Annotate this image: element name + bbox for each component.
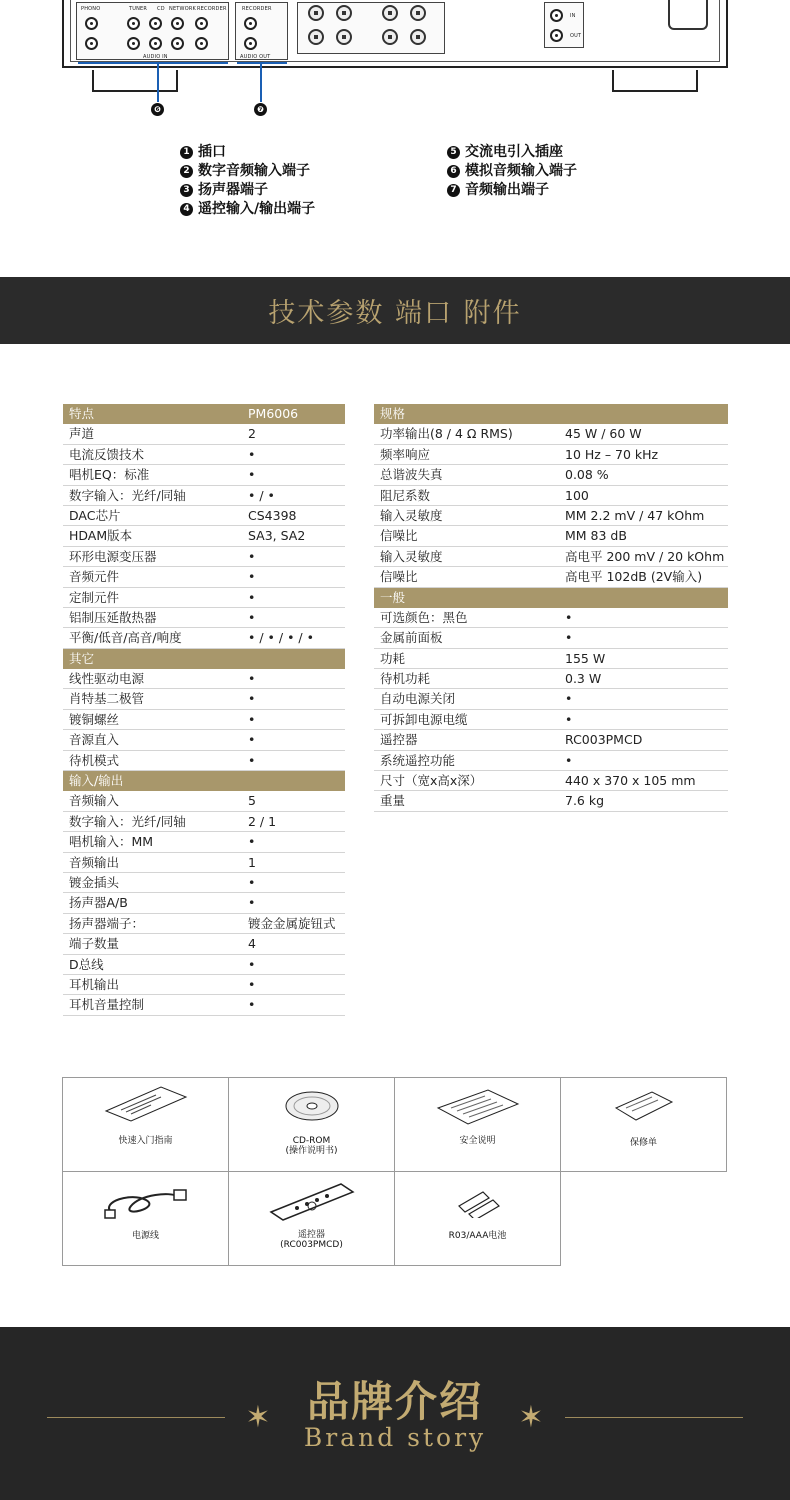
spec-key: 音频元件 <box>69 569 120 585</box>
speaker-terminal <box>336 5 352 21</box>
spec-key: 特点 <box>69 406 95 421</box>
legend-item <box>447 143 577 162</box>
spec-key: 输入灵敏度 <box>380 507 443 523</box>
phono-jack-r <box>85 37 98 50</box>
spec-key: 镀铜螺丝 <box>69 711 120 727</box>
spec-value: 7.6 kg <box>565 793 605 809</box>
spec-key: 系统遥控功能 <box>380 752 456 768</box>
legend-number: 7 <box>447 184 460 197</box>
spec-value: 155 W <box>565 650 606 666</box>
card-icon <box>612 1088 676 1124</box>
callout-6-line <box>157 62 159 102</box>
spec-row <box>63 547 345 567</box>
spec-row <box>63 995 345 1015</box>
spec-row <box>374 445 728 465</box>
spec-row <box>63 832 345 852</box>
legend-number: 1 <box>180 146 193 159</box>
speaker-terminal <box>410 29 426 45</box>
spec-value: • <box>248 467 256 483</box>
spec-row <box>63 873 345 893</box>
spec-key: 数字输入：光纤/同轴 <box>69 813 186 829</box>
accessory-cd-rom <box>228 1077 395 1172</box>
chassis-foot-left <box>92 70 178 92</box>
spec-row <box>374 526 728 546</box>
spec-value: 10 Hz – 70 kHz <box>565 446 659 462</box>
spec-key: 金属前面板 <box>380 630 443 646</box>
spec-section-header <box>63 649 345 669</box>
legend-item <box>180 162 315 181</box>
spec-key: DAC芯片 <box>69 507 121 523</box>
spec-row <box>374 751 728 771</box>
remote-io-block <box>544 2 584 48</box>
spec-row <box>374 730 728 750</box>
legend-item <box>447 181 577 200</box>
spec-key: 一般 <box>380 589 406 605</box>
spec-value: • <box>248 997 256 1013</box>
spec-row <box>374 465 728 485</box>
speaker-terminal <box>336 29 352 45</box>
spec-value: • / • <box>248 487 275 503</box>
analog-input-block <box>76 2 229 60</box>
spec-section-header <box>63 404 345 424</box>
spec-row <box>374 547 728 567</box>
spec-row <box>374 791 728 811</box>
spec-key: 遥控器 <box>380 732 418 748</box>
legend-number: 6 <box>447 165 460 178</box>
spec-key: 环形电源变压器 <box>69 548 157 564</box>
spec-value <box>243 771 345 790</box>
accessory-label: R03/AAA电池 <box>448 1231 507 1241</box>
section-title: 技术参数 端口 附件 <box>268 298 522 329</box>
spec-key: 待机模式 <box>69 752 120 768</box>
spec-key: 唱机输入：MM <box>69 834 154 850</box>
legend-right-column <box>447 143 577 200</box>
spec-key: 端子数量 <box>69 936 120 952</box>
speaker-terminal <box>410 5 426 21</box>
legend-number: 4 <box>180 203 193 216</box>
sparkle-icon: ✶ <box>518 1400 544 1435</box>
legend-number: 5 <box>447 146 460 159</box>
spec-row <box>63 588 345 608</box>
speaker-terminal <box>308 5 324 21</box>
spec-value: • <box>248 446 256 462</box>
spec-key: D总线 <box>69 956 104 972</box>
network-label: NETWORK <box>169 6 196 12</box>
spec-value: 高电平 102dB (2V输入) <box>565 569 703 585</box>
spec-table-specifications <box>374 404 728 812</box>
callout-7-line <box>260 62 262 102</box>
spec-row <box>374 628 728 648</box>
spec-key: 扬声器端子： <box>69 915 145 931</box>
spec-value: 2 / 1 <box>248 813 277 829</box>
audio-out-label: AUDIO OUT <box>240 54 271 60</box>
spec-key: 阻尼系数 <box>380 487 431 503</box>
legend-text: 扬声器端子 <box>198 182 268 198</box>
accessory-quick-start-guide <box>62 1077 229 1172</box>
legend-text: 遥控输入/输出端子 <box>198 201 316 217</box>
legend-text: 交流电引入插座 <box>465 144 563 160</box>
spec-value: • <box>565 711 573 727</box>
battery-icon <box>453 1184 503 1218</box>
spec-table-features <box>63 404 345 1016</box>
callout-6-bracket <box>78 62 228 64</box>
spec-value: CS4398 <box>248 507 297 523</box>
legend-item <box>447 162 577 181</box>
spec-key: 总谐波失真 <box>380 467 443 483</box>
legend-text: 模拟音频输入端子 <box>465 163 577 179</box>
spec-value: 镀金金属旋钮式 <box>248 915 336 931</box>
accessory-label: 安全说明 <box>459 1136 496 1146</box>
accessory-batteries <box>394 1171 561 1266</box>
legend-number: 3 <box>180 184 193 197</box>
spec-key: 可选颜色：黑色 <box>380 609 468 625</box>
section-banner <box>0 277 790 344</box>
spec-value: • <box>248 609 256 625</box>
brand-title-en: Brand story <box>303 1423 487 1452</box>
spec-key: 唱机EQ：标准 <box>69 467 150 483</box>
spec-key: 铝制压延散热器 <box>69 609 157 625</box>
spec-value: • <box>248 671 256 687</box>
spec-key: 功率输出(8 / 4 Ω RMS) <box>380 426 513 442</box>
spec-value: • <box>565 752 573 768</box>
tuner-jack-l <box>127 17 140 30</box>
spec-row <box>63 914 345 934</box>
document-icon <box>433 1086 523 1126</box>
spec-row <box>374 689 728 709</box>
spec-value: • <box>248 711 256 727</box>
spec-value: • <box>248 732 256 748</box>
remote-out-label: OUT <box>570 33 582 39</box>
power-cord-icon <box>101 1182 191 1224</box>
phono-label: PHONO <box>81 6 101 12</box>
spec-row <box>63 669 345 689</box>
spec-key: 定制元件 <box>69 589 120 605</box>
spec-row <box>63 506 345 526</box>
legend-text: 插口 <box>198 144 226 160</box>
speaker-terminal <box>308 29 324 45</box>
spec-row <box>63 853 345 873</box>
spec-value: • <box>565 609 573 625</box>
spec-value: SA3, SA2 <box>248 528 306 544</box>
spec-row <box>374 669 728 689</box>
speaker-terminal <box>382 29 398 45</box>
spec-value: 2 <box>248 426 256 442</box>
chassis-foot-right <box>612 70 698 92</box>
spec-key: 输入灵敏度 <box>380 548 443 564</box>
spec-key: 数字输入：光纤/同轴 <box>69 487 186 503</box>
accessory-label: CD-ROM (操作说明书) <box>285 1136 338 1156</box>
accessory-label: 保修单 <box>629 1138 657 1148</box>
audio-out-block <box>235 2 288 60</box>
spec-row <box>63 465 345 485</box>
spec-value <box>560 404 728 423</box>
spec-key: 音频输出 <box>69 854 120 870</box>
spec-key: 音源直入 <box>69 732 120 748</box>
spec-key: 待机功耗 <box>380 671 431 687</box>
tuner-jack-r <box>127 37 140 50</box>
remote-in-jack <box>550 9 563 22</box>
spec-row <box>63 751 345 771</box>
accessory-label: 电源线 <box>131 1231 159 1241</box>
spec-row <box>374 608 728 628</box>
spec-value: 1 <box>248 854 256 870</box>
spec-key: 尺寸（宽x高x深） <box>380 773 483 789</box>
spec-value <box>560 588 728 607</box>
spec-row <box>374 506 728 526</box>
spec-row <box>63 445 345 465</box>
spec-value: MM 2.2 mV / 47 kOhm <box>565 507 705 523</box>
legend-text: 数字音频输入端子 <box>198 163 310 179</box>
spec-value: RC003PMCD <box>565 732 643 748</box>
recorder-out-label: RECORDER <box>242 6 272 12</box>
spec-key: 自动电源关闭 <box>380 691 456 707</box>
spec-row <box>63 710 345 730</box>
spec-value: • <box>248 834 256 850</box>
spec-row <box>374 486 728 506</box>
spec-key: 镀金插头 <box>69 874 120 890</box>
callout-7-badge: ❼ <box>254 103 267 116</box>
spec-key: 其它 <box>69 650 95 666</box>
spec-key: 肖特基二极管 <box>69 691 145 707</box>
spec-row <box>63 812 345 832</box>
spec-key: 扬声器A/B <box>69 895 128 911</box>
spec-value: • <box>565 691 573 707</box>
spec-value: MM 83 dB <box>565 528 627 544</box>
accessory-label: 遥控器 (RC003PMCD) <box>280 1230 343 1250</box>
spec-value: 5 <box>248 793 256 809</box>
spec-key: 重量 <box>380 793 406 809</box>
booklet-icon <box>101 1083 191 1123</box>
spec-key: 耳机音量控制 <box>69 997 145 1013</box>
spec-row <box>63 730 345 750</box>
spec-key: 功耗 <box>380 650 406 666</box>
spec-key: 音频输入 <box>69 793 120 809</box>
spec-row <box>63 526 345 546</box>
spec-row <box>374 567 728 587</box>
brand-story-banner <box>0 1327 790 1500</box>
spec-value: 0.3 W <box>565 671 602 687</box>
spec-key: 声道 <box>69 426 95 442</box>
spec-value: • <box>248 691 256 707</box>
spec-value: • <box>248 569 256 585</box>
spec-value: 440 x 370 x 105 mm <box>565 773 696 789</box>
legend-item <box>180 181 315 200</box>
recorder-jack-r <box>195 37 208 50</box>
spec-section-header <box>374 588 728 608</box>
spec-value: • <box>248 874 256 890</box>
spec-row <box>374 649 728 669</box>
spec-section-header <box>374 404 728 424</box>
spec-value: • <box>248 956 256 972</box>
recorder-label: RECORDER <box>197 6 227 12</box>
brand-title-cn: 品牌介绍 <box>306 1377 483 1426</box>
sparkle-icon: ✶ <box>245 1400 271 1435</box>
spec-key: 信噪比 <box>380 569 418 585</box>
spec-row <box>63 975 345 995</box>
out-jack-l <box>244 17 257 30</box>
out-jack-r <box>244 37 257 50</box>
rear-panel-illustration <box>0 0 790 130</box>
spec-value: • <box>248 589 256 605</box>
spec-value: • <box>248 895 256 911</box>
accessory-safety-instructions <box>394 1077 561 1172</box>
spec-value: • / • / • / • <box>248 630 314 646</box>
spec-row <box>374 771 728 791</box>
remote-out-jack <box>550 29 563 42</box>
spec-key: 频率响应 <box>380 446 431 462</box>
cd-jack-l <box>149 17 162 30</box>
speaker-terminal-block <box>297 2 445 54</box>
legend-left-column <box>180 143 315 219</box>
network-jack-r <box>171 37 184 50</box>
accessory-warranty <box>560 1077 727 1172</box>
spec-row <box>63 893 345 913</box>
spec-key: 耳机输出 <box>69 976 120 992</box>
spec-key: 信噪比 <box>380 528 418 544</box>
cd-jack-r <box>149 37 162 50</box>
ac-inlet <box>668 0 708 30</box>
spec-value: • <box>248 548 256 564</box>
legend-number: 2 <box>180 165 193 178</box>
legend-item <box>180 200 315 219</box>
spec-row <box>374 424 728 444</box>
spec-value: 0.08 % <box>565 467 609 483</box>
spec-row <box>63 689 345 709</box>
spec-value: 45 W / 60 W <box>565 426 642 442</box>
spec-value: 高电平 200 mV / 20 kOhm <box>565 548 725 564</box>
spec-row <box>63 608 345 628</box>
recorder-jack-l <box>195 17 208 30</box>
spec-value: • <box>248 976 256 992</box>
spec-row <box>63 628 345 648</box>
spec-row <box>63 424 345 444</box>
network-jack-l <box>171 17 184 30</box>
spec-row <box>63 567 345 587</box>
spec-key: 可拆卸电源电缆 <box>380 711 468 727</box>
accessory-power-cord <box>62 1171 229 1266</box>
speaker-terminal <box>382 5 398 21</box>
remote-in-label: IN <box>570 13 576 19</box>
tuner-label: TUNER <box>129 6 148 12</box>
accessory-label: 快速入门指南 <box>118 1136 173 1146</box>
spec-row <box>63 486 345 506</box>
cd-icon <box>282 1090 342 1122</box>
spec-key: 规格 <box>380 406 406 421</box>
spec-value: PM6006 <box>248 406 299 421</box>
spec-value: • <box>565 630 573 646</box>
legend-text: 音频输出端子 <box>465 182 549 198</box>
spec-value <box>243 649 345 668</box>
phono-jack-l <box>85 17 98 30</box>
spec-value: 100 <box>565 487 589 503</box>
spec-row <box>63 934 345 954</box>
accessory-remote-control <box>228 1171 395 1266</box>
spec-key: 输入/输出 <box>69 773 124 789</box>
spec-value: • <box>248 752 256 768</box>
spec-section-header <box>63 771 345 791</box>
cd-label: CD <box>157 6 165 12</box>
accessories-grid <box>62 1077 728 1267</box>
callout-7-bracket <box>237 62 287 64</box>
remote-icon <box>267 1178 357 1224</box>
spec-value: 4 <box>248 936 256 952</box>
spec-key: 电流反馈技术 <box>69 446 145 462</box>
spec-row <box>63 955 345 975</box>
spec-key: 线性驱动电源 <box>69 671 145 687</box>
callout-6-badge: ❻ <box>151 103 164 116</box>
spec-key: 平衡/低音/高音/响度 <box>69 630 182 646</box>
spec-key: HDAM版本 <box>69 528 133 544</box>
legend-item <box>180 143 315 162</box>
audio-in-label: AUDIO IN <box>143 54 168 60</box>
spec-row <box>63 791 345 811</box>
spec-row <box>374 710 728 730</box>
